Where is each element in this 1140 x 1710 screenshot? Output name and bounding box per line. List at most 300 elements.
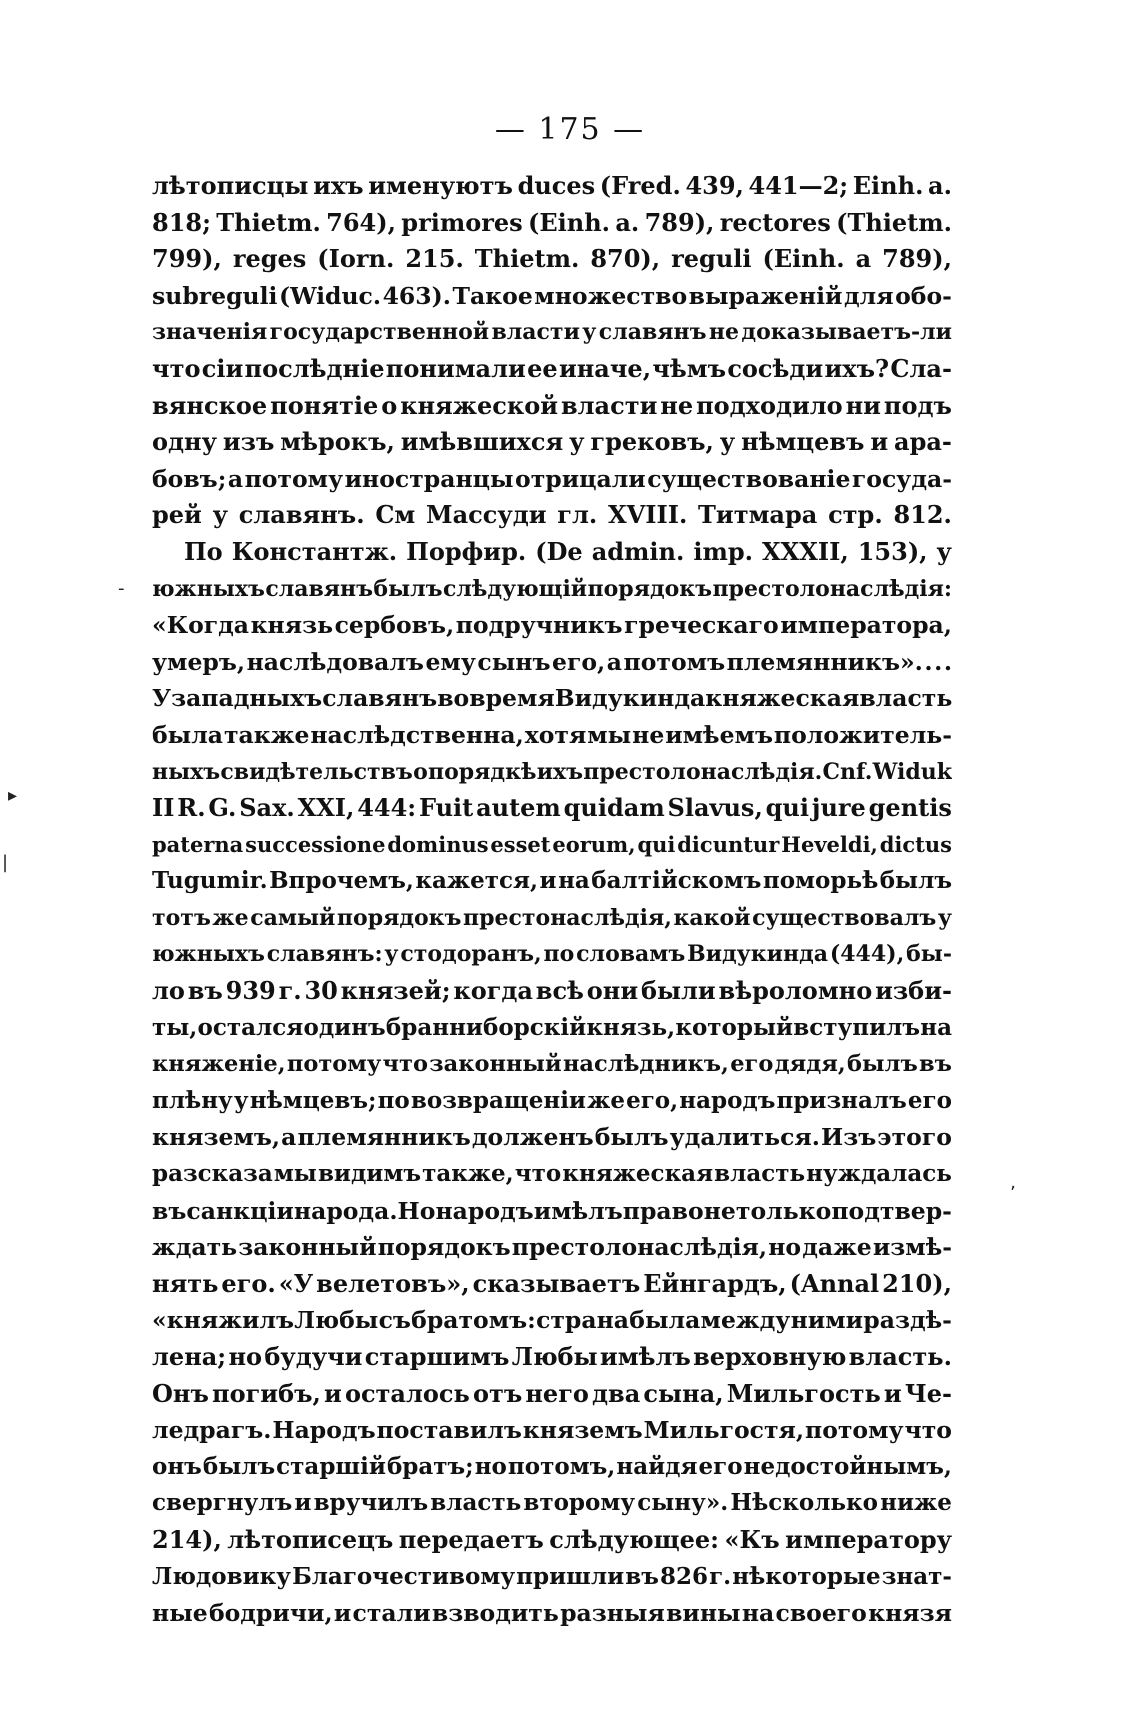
word: сынъ [477, 647, 551, 676]
word: Sax. [239, 793, 295, 823]
word: его [907, 1086, 952, 1114]
word: Tugumir. [152, 867, 268, 895]
word: славянъ: [266, 941, 383, 968]
word: вѣроломно [718, 976, 873, 1006]
word: 789), [644, 207, 715, 237]
text-line [152, 388, 952, 425]
word: admin. [591, 536, 685, 566]
word: duces [517, 171, 596, 200]
word: г. [709, 1562, 732, 1590]
text-line [152, 827, 952, 864]
word: ледрагъ. [152, 1416, 272, 1445]
word: Мильгостя, [643, 1416, 805, 1445]
text-line [152, 1083, 952, 1120]
text-line [152, 717, 952, 754]
word: (444), [829, 941, 905, 968]
margin-mark: - [118, 578, 125, 599]
word: нѣмцевъ; [249, 1086, 377, 1114]
word: «княжилъ [152, 1306, 294, 1335]
word: также, [422, 1160, 514, 1188]
word: Ейнгардъ, [643, 1268, 787, 1298]
word: княземъ, [152, 1123, 281, 1152]
word: Нѣсколько [730, 1489, 878, 1517]
word: отрицали [515, 464, 646, 493]
word: южныхъ [152, 941, 265, 968]
word: потому [286, 1051, 382, 1078]
word: autem [476, 793, 561, 823]
word: остался [197, 1013, 304, 1041]
text-line [152, 351, 952, 388]
word: . [943, 647, 952, 676]
text-line [152, 900, 952, 937]
word: потомъ, [507, 1452, 616, 1480]
word: законный [429, 1051, 562, 1078]
word: вручилъ [313, 1489, 429, 1517]
text-line [152, 1595, 952, 1632]
word: вступилъ [793, 1013, 921, 1041]
word: князь [250, 611, 334, 640]
word: лена; [152, 1342, 227, 1371]
word: между [700, 1306, 791, 1335]
word: недостойнымъ, [743, 1452, 952, 1480]
page-number: — 175 — [494, 112, 646, 147]
word: 444: [357, 793, 417, 823]
word: что [382, 1051, 428, 1078]
word: нуждалась [806, 1160, 952, 1188]
word: 30 [304, 976, 338, 1006]
word: княжеской [400, 390, 559, 420]
word: долженъ [471, 1123, 594, 1152]
word: Widuk [872, 758, 952, 785]
word: Но [397, 1196, 436, 1225]
word: qui [637, 831, 676, 857]
word: южныхъ [152, 575, 265, 602]
word: народъ [679, 1086, 776, 1114]
word: а [281, 1123, 297, 1152]
word: ними [790, 1306, 864, 1335]
word: законный [238, 1233, 377, 1262]
word: разсказа [152, 1160, 273, 1188]
word: сына, [643, 1378, 724, 1408]
word: Впрочемъ, [269, 867, 414, 895]
word: 799), [152, 244, 222, 274]
word: Видукинда [554, 684, 706, 713]
word: въ [152, 1196, 187, 1225]
word: даже [802, 1233, 872, 1262]
word: ее [527, 353, 558, 383]
word: Видукинда [687, 941, 828, 968]
text-line [152, 168, 952, 205]
word: сербовъ, [334, 611, 455, 640]
word: же [212, 904, 249, 931]
word: наслѣдникъ, [562, 1051, 729, 1078]
word: одинъ [303, 1013, 386, 1041]
word: отъ [472, 1378, 523, 1408]
word: Fuit [418, 793, 474, 823]
text-line [152, 607, 952, 644]
word: на [558, 867, 590, 895]
word: доказываетъ-ли [741, 319, 952, 346]
word: который [675, 1013, 794, 1041]
word: subreguli [152, 281, 278, 310]
word: существовалъ [752, 904, 937, 931]
word: 870), [590, 244, 661, 274]
word: престолонаслѣдія. [583, 758, 823, 785]
word: imp. [693, 536, 754, 566]
word: изби- [875, 976, 952, 1006]
word: «Когда [152, 611, 250, 640]
word: власти [560, 390, 658, 420]
text-line [152, 461, 952, 498]
text-line [152, 1229, 952, 1266]
word: rectores [719, 207, 831, 237]
word: императору [785, 1524, 952, 1554]
word: свидѣтельствъ [220, 758, 413, 785]
word: власть [859, 684, 952, 713]
word: императора, [780, 611, 952, 640]
word: обо- [895, 281, 952, 310]
word: самый [250, 904, 336, 931]
word: Любы [294, 1306, 379, 1335]
word: власти [491, 319, 580, 346]
word: Изъ [821, 1123, 877, 1152]
word: подтвер- [831, 1196, 952, 1225]
word: одну [152, 427, 217, 457]
text-line [152, 1412, 952, 1449]
text-line [152, 205, 952, 242]
word: его, [626, 1086, 679, 1114]
word: князя [868, 1599, 952, 1628]
word: 826 [659, 1562, 708, 1590]
word: всѣ [535, 976, 584, 1006]
word: Титмара [698, 500, 818, 530]
word: вины [666, 1599, 741, 1628]
word: госуда- [851, 464, 952, 493]
word: бодричи, [208, 1599, 333, 1628]
text-line [152, 1193, 952, 1230]
word: Любы [511, 1342, 598, 1371]
word: Благочестивому [292, 1562, 516, 1590]
word: славянъ [322, 684, 438, 713]
word: У [152, 684, 172, 713]
word: власть. [848, 1342, 952, 1371]
word: (Widuc. [278, 281, 382, 310]
word: племянникъ». [726, 647, 923, 676]
word: слѣдующій [442, 575, 588, 602]
word: него [525, 1378, 589, 1408]
text-line [152, 790, 952, 827]
word: сосѣди [727, 353, 824, 383]
word: въ [187, 976, 223, 1006]
word: племянникъ [297, 1123, 471, 1152]
word: (Iorn. [317, 244, 395, 274]
word: на [741, 1599, 775, 1628]
word: престонаслѣдія, [463, 904, 672, 931]
word: княженіе, [152, 1051, 286, 1078]
word: gentis [868, 793, 952, 823]
word: видимъ [317, 1160, 421, 1188]
word: стр. [828, 500, 883, 530]
word: что [152, 353, 201, 383]
word: ему [425, 647, 476, 676]
word: словамъ [576, 941, 686, 968]
word: кажется, [415, 867, 539, 895]
word: имѣлъ [533, 1196, 623, 1225]
word: подъ [883, 390, 952, 420]
word: также [223, 720, 310, 749]
word: ло [152, 976, 185, 1006]
word: R. [177, 793, 206, 823]
word: множество [534, 281, 688, 310]
text-line [152, 1559, 952, 1596]
word: (Fred. [599, 171, 681, 200]
text-line [152, 1449, 952, 1486]
word: 441—2; [748, 171, 849, 200]
word: княжеская [705, 684, 860, 713]
word: 439, [685, 171, 744, 200]
word: Константж. [231, 536, 398, 566]
word: и [333, 1599, 352, 1628]
word: тотъ [152, 904, 211, 931]
word: ты, [152, 1013, 198, 1041]
word: призналъ [776, 1086, 907, 1114]
word: была [629, 1306, 701, 1335]
word: умеръ, [152, 647, 246, 676]
text-line [152, 1046, 952, 1083]
text-line [152, 241, 952, 278]
word: по [543, 941, 575, 968]
word: свергнулъ [152, 1489, 293, 1517]
word: Slavus, [667, 793, 763, 823]
word: нѣмцевъ [741, 427, 865, 457]
word: былъ [879, 867, 952, 895]
word: князь, [586, 1013, 676, 1041]
word: имѣемъ [665, 720, 773, 749]
word: нять [152, 1268, 219, 1298]
word: раздѣ- [863, 1306, 952, 1335]
word: primores [401, 207, 523, 237]
word: наслѣдовалъ [246, 647, 424, 676]
word: вянское [152, 390, 268, 420]
word: (Thietm. [836, 207, 952, 237]
word: подручникъ [455, 611, 623, 640]
word: Массуди [426, 500, 547, 530]
word: и [883, 1378, 902, 1408]
word: ни [845, 390, 881, 420]
word: II [152, 793, 175, 823]
word: не [708, 319, 739, 346]
word: для [844, 281, 894, 310]
word: будучи [264, 1342, 363, 1371]
word: имѣлъ [599, 1342, 691, 1371]
word: XXI, [297, 793, 355, 823]
word: 789), [882, 244, 952, 274]
word: См [375, 500, 416, 530]
word: 812. [893, 500, 952, 530]
word: былъ [594, 1123, 669, 1152]
word: ихъ? [824, 353, 890, 383]
word: иначе, [558, 353, 652, 383]
word: Мильгость [726, 1378, 881, 1408]
text-line [152, 1302, 952, 1339]
word: подходило [696, 390, 843, 420]
word: ихъ [313, 171, 364, 200]
word: порядокъ [377, 1233, 511, 1262]
word: сыну». [637, 1489, 729, 1517]
word: (Einh. [528, 207, 611, 237]
word: стодоранъ, [400, 941, 542, 968]
word: XXXII, [762, 536, 849, 566]
word: у [384, 941, 399, 968]
word: онъ [152, 1452, 202, 1480]
word: reges [232, 244, 307, 274]
word: Cnf. [822, 758, 873, 785]
word: reguli [671, 244, 752, 274]
word: народъ [435, 1196, 534, 1225]
word: г. [278, 976, 302, 1006]
text-line [152, 534, 952, 571]
text-line [152, 1485, 952, 1522]
word: у [719, 427, 736, 457]
word: поморьѣ [762, 867, 879, 895]
word: передаетъ [398, 1524, 544, 1554]
word: княземъ [522, 1416, 643, 1445]
word: время [469, 684, 555, 713]
word: что [514, 1160, 562, 1188]
body-text [152, 168, 952, 1632]
word: 764), [326, 207, 396, 237]
word: братъ; [386, 1452, 474, 1480]
word: его. [221, 1268, 276, 1298]
word: славянъ. [238, 500, 365, 530]
word: a. [928, 171, 952, 200]
text-line [152, 1266, 952, 1303]
word: положитель- [773, 720, 952, 749]
word: были [640, 976, 716, 1006]
word: quidam [563, 793, 665, 823]
word: найдя [616, 1452, 698, 1480]
text-line [152, 571, 952, 608]
word: гл. [557, 500, 598, 530]
word: бовъ; [152, 464, 227, 493]
word: старшій [276, 1452, 386, 1480]
word: XVIII. [608, 500, 688, 530]
word: имѣвшихся [400, 427, 564, 457]
word: не [660, 390, 694, 420]
word: иностранцы [344, 464, 514, 493]
word: осталось [344, 1378, 470, 1408]
word: paterna [152, 831, 244, 857]
word: и [324, 1378, 342, 1408]
word: власть [430, 1489, 522, 1517]
word: Heveldi, [781, 831, 878, 857]
text-line [152, 644, 952, 681]
text-line [152, 1376, 952, 1413]
word: когда [453, 976, 533, 1006]
word: а [227, 464, 244, 493]
word: старшимъ [364, 1342, 510, 1371]
word: престолонаслѣдія, [511, 1233, 768, 1262]
word: греческаго [624, 611, 779, 640]
text-line [152, 424, 952, 461]
word: велетовъ», [316, 1268, 470, 1298]
word: Thietm. [474, 244, 580, 274]
word: порядокъ [587, 575, 713, 602]
word: княжеская [562, 1160, 714, 1188]
word: въ [625, 1562, 659, 1590]
text-line [152, 314, 952, 351]
word: порядкѣ [428, 758, 537, 785]
word: 210), [882, 1268, 952, 1298]
word: «Къ [724, 1524, 780, 1554]
word: у [582, 319, 597, 346]
word: но [768, 1233, 802, 1262]
word: грековъ, [590, 427, 714, 457]
word: dictus [879, 831, 952, 857]
word: хотя [524, 720, 587, 749]
word: наслѣдственна, [310, 720, 524, 749]
word: 463). [382, 281, 451, 310]
text-line [152, 1522, 952, 1559]
margin-mark: ▸ [8, 785, 18, 806]
text-line [152, 278, 952, 315]
word: только [735, 1196, 832, 1225]
word: на [920, 1013, 952, 1041]
word: съ [378, 1306, 411, 1335]
word: славянъ [598, 319, 707, 346]
word: a. [615, 207, 640, 237]
word: G. [208, 793, 237, 823]
word: мѣрокъ, [280, 427, 395, 457]
word: . [934, 647, 943, 676]
word: а [606, 647, 623, 676]
text-line [152, 1119, 952, 1156]
text-line [152, 1010, 952, 1047]
word: 214), [152, 1524, 222, 1554]
word: погибъ, [212, 1378, 321, 1408]
word: два [592, 1378, 641, 1408]
word: «У [278, 1268, 314, 1298]
word: разныя [560, 1599, 665, 1628]
word: 818; [152, 207, 211, 237]
word: существованіе [647, 464, 851, 493]
word: его [698, 1452, 743, 1480]
word: послѣдніе [244, 353, 385, 383]
word: измѣ- [872, 1233, 952, 1262]
word: не [703, 1196, 736, 1225]
word: у [936, 536, 952, 566]
word: ждать [152, 1233, 238, 1262]
word: и [539, 867, 557, 895]
word: знат- [881, 1562, 952, 1590]
word: братомъ: [411, 1306, 536, 1335]
word: потому [805, 1416, 904, 1445]
word: esset [490, 831, 551, 857]
word: (Annal [789, 1268, 880, 1298]
word: Че- [904, 1378, 952, 1408]
text-line [152, 497, 952, 534]
word: верховную [693, 1342, 847, 1371]
word: сіи [201, 353, 244, 383]
word: государственной [269, 319, 490, 346]
text-line [152, 680, 952, 717]
word: a [855, 244, 872, 274]
word: мы [273, 1160, 317, 1188]
word: нѣкоторые [732, 1562, 881, 1590]
word: . [924, 647, 933, 676]
word: возвращеніи [410, 1086, 586, 1114]
word: именуютъ [368, 171, 513, 200]
